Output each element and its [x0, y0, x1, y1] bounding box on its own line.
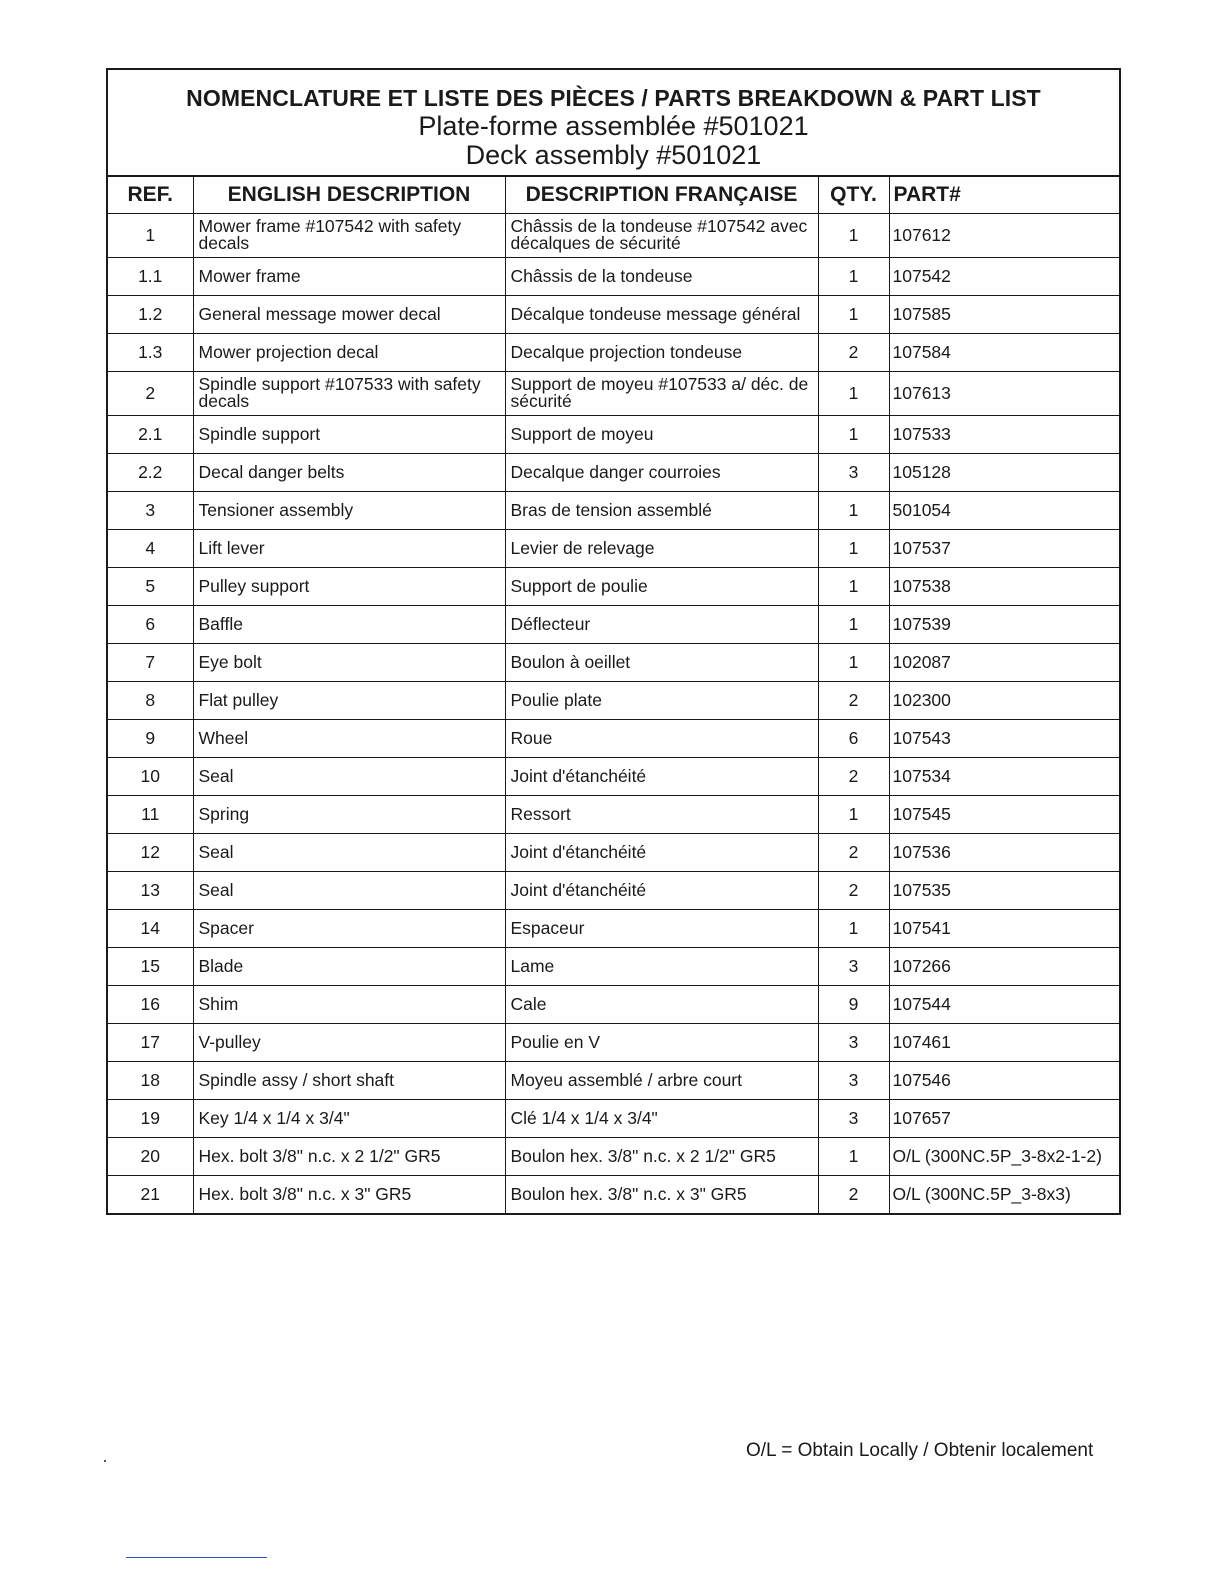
header-row	[108, 177, 1119, 213]
qty-cell: 3	[818, 947, 889, 985]
french-description-cell: Poulie en V	[505, 1023, 818, 1061]
part-number-cell: 102300	[889, 681, 1119, 719]
english-description-cell: Seal	[193, 833, 505, 871]
col-header-ref: REF.	[108, 177, 193, 213]
french-assembly-title: Plate-forme assemblée #501021	[418, 111, 809, 141]
qty-cell: 1	[818, 371, 889, 415]
english-description-cell: Flat pulley	[193, 681, 505, 719]
ref-cell: 5	[108, 567, 193, 605]
table-row	[108, 333, 1119, 371]
qty-cell: 9	[818, 985, 889, 1023]
french-description-cell: Joint d'étanchéité	[505, 757, 818, 795]
english-description-cell: Pulley support	[193, 567, 505, 605]
ref-cell: 17	[108, 1023, 193, 1061]
part-number-cell: O/L (300NC.5P_3-8x3)	[889, 1175, 1119, 1213]
ref-cell: 10	[108, 757, 193, 795]
part-number-cell: 107542	[889, 257, 1119, 295]
english-description-cell: Eye bolt	[193, 643, 505, 681]
english-description-cell: Seal	[193, 757, 505, 795]
ref-cell: 20	[108, 1137, 193, 1175]
english-description-cell: Spring	[193, 795, 505, 833]
table-row	[108, 871, 1119, 909]
part-number-cell: 107657	[889, 1099, 1119, 1137]
col-header-english: ENGLISH DESCRIPTION	[193, 177, 505, 213]
table-row	[108, 719, 1119, 757]
ref-cell: 18	[108, 1061, 193, 1099]
qty-cell: 1	[818, 529, 889, 567]
ref-cell: 13	[108, 871, 193, 909]
part-number-cell: 107266	[889, 947, 1119, 985]
french-description-cell: Joint d'étanchéité	[505, 833, 818, 871]
part-number-cell: 107533	[889, 415, 1119, 453]
french-description-cell: Moyeu assemblé / arbre court	[505, 1061, 818, 1099]
table-row	[108, 833, 1119, 871]
english-description-cell: V-pulley	[193, 1023, 505, 1061]
part-number-cell: 107585	[889, 295, 1119, 333]
table-row	[108, 371, 1119, 415]
table-row	[108, 1061, 1119, 1099]
part-number-cell: 107543	[889, 719, 1119, 757]
qty-cell: 3	[818, 453, 889, 491]
ref-cell: 6	[108, 605, 193, 643]
table-row	[108, 491, 1119, 529]
col-header-qty: QTY.	[818, 177, 889, 213]
english-description-cell: Tensioner assembly	[193, 491, 505, 529]
french-description-cell: Roue	[505, 719, 818, 757]
qty-cell: 2	[818, 1175, 889, 1213]
ref-cell: 8	[108, 681, 193, 719]
qty-cell: 1	[818, 295, 889, 333]
qty-cell: 1	[818, 257, 889, 295]
french-description-cell: Support de moyeu #107533 a/ déc. de sécurité	[505, 371, 818, 415]
french-description-cell: Clé 1/4 x 1/4 x 3/4"	[505, 1099, 818, 1137]
qty-cell: 1	[818, 1137, 889, 1175]
french-description-cell: Châssis de la tondeuse	[505, 257, 818, 295]
qty-cell: 2	[818, 871, 889, 909]
part-number-cell: 107613	[889, 371, 1119, 415]
ref-cell: 19	[108, 1099, 193, 1137]
part-number-cell: 105128	[889, 453, 1119, 491]
english-description-cell: Spindle assy / short shaft	[193, 1061, 505, 1099]
table-row	[108, 947, 1119, 985]
french-description-cell: Boulon hex. 3/8" n.c. x 3" GR5	[505, 1175, 818, 1213]
table-row	[108, 1175, 1119, 1213]
qty-cell: 2	[818, 333, 889, 371]
english-description-cell: Wheel	[193, 719, 505, 757]
qty-cell: 3	[818, 1023, 889, 1061]
ref-cell: 11	[108, 795, 193, 833]
part-number-cell: 107537	[889, 529, 1119, 567]
english-description-cell: Spacer	[193, 909, 505, 947]
qty-cell: 2	[818, 833, 889, 871]
french-description-cell: Levier de relevage	[505, 529, 818, 567]
part-number-cell: 107541	[889, 909, 1119, 947]
qty-cell: 1	[818, 909, 889, 947]
french-description-cell: Bras de tension assemblé	[505, 491, 818, 529]
parts-list-sheet	[106, 68, 1121, 1215]
qty-cell: 2	[818, 681, 889, 719]
ref-cell: 2.2	[108, 453, 193, 491]
english-description-cell: Mower frame #107542 with safety decals	[193, 213, 505, 257]
qty-cell: 3	[818, 1099, 889, 1137]
title-block	[108, 70, 1119, 177]
part-number-cell: 107546	[889, 1061, 1119, 1099]
table-row	[108, 567, 1119, 605]
ref-cell: 4	[108, 529, 193, 567]
english-description-cell: Hex. bolt 3/8" n.c. x 2 1/2" GR5	[193, 1137, 505, 1175]
qty-cell: 1	[818, 567, 889, 605]
qty-cell: 1	[818, 213, 889, 257]
table-row	[108, 795, 1119, 833]
english-description-cell: Blade	[193, 947, 505, 985]
french-description-cell: Poulie plate	[505, 681, 818, 719]
qty-cell: 3	[818, 1061, 889, 1099]
part-number-cell: 501054	[889, 491, 1119, 529]
table-row	[108, 1099, 1119, 1137]
french-description-cell: Châssis de la tondeuse #107542 avec décalques de sécurité	[505, 213, 818, 257]
ref-cell: 7	[108, 643, 193, 681]
table-row	[108, 213, 1119, 257]
table-row	[108, 415, 1119, 453]
ref-cell: 3	[108, 491, 193, 529]
table-row	[108, 643, 1119, 681]
part-number-cell: 107534	[889, 757, 1119, 795]
french-description-cell: Boulon à oeillet	[505, 643, 818, 681]
english-description-cell: Spindle support	[193, 415, 505, 453]
ref-cell: 16	[108, 985, 193, 1023]
qty-cell: 6	[818, 719, 889, 757]
table-row	[108, 295, 1119, 333]
ref-cell: 14	[108, 909, 193, 947]
part-number-cell: O/L (300NC.5P_3-8x2-1-2)	[889, 1137, 1119, 1175]
english-description-cell: Key 1/4 x 1/4 x 3/4"	[193, 1099, 505, 1137]
french-description-cell: Decalque projection tondeuse	[505, 333, 818, 371]
french-description-cell: Lame	[505, 947, 818, 985]
french-description-cell: Déflecteur	[505, 605, 818, 643]
english-description-cell: Spindle support #107533 with safety decals	[193, 371, 505, 415]
scan-dot	[104, 1460, 106, 1462]
french-description-cell: Support de poulie	[505, 567, 818, 605]
part-number-cell: 107612	[889, 213, 1119, 257]
table-row	[108, 757, 1119, 795]
ref-cell: 1.3	[108, 333, 193, 371]
table-row	[108, 681, 1119, 719]
qty-cell: 1	[818, 795, 889, 833]
part-number-cell: 107461	[889, 1023, 1119, 1061]
ref-cell: 1.1	[108, 257, 193, 295]
english-description-cell: General message mower decal	[193, 295, 505, 333]
table-row	[108, 985, 1119, 1023]
english-description-cell: Mower frame	[193, 257, 505, 295]
ref-cell: 12	[108, 833, 193, 871]
qty-cell: 1	[818, 415, 889, 453]
french-description-cell: Support de moyeu	[505, 415, 818, 453]
french-description-cell: Espaceur	[505, 909, 818, 947]
table-row	[108, 605, 1119, 643]
ref-cell: 2	[108, 371, 193, 415]
qty-cell: 1	[818, 605, 889, 643]
french-description-cell: Boulon hex. 3/8" n.c. x 2 1/2" GR5	[505, 1137, 818, 1175]
french-description-cell: Décalque tondeuse message général	[505, 295, 818, 333]
col-header-part: PART#	[889, 177, 1119, 213]
table-row	[108, 1023, 1119, 1061]
english-description-cell: Decal danger belts	[193, 453, 505, 491]
english-description-cell: Seal	[193, 871, 505, 909]
table-row	[108, 257, 1119, 295]
part-number-cell: 107538	[889, 567, 1119, 605]
footnote: O/L = Obtain Locally / Obtenir localement	[746, 1440, 1094, 1461]
english-description-cell: Hex. bolt 3/8" n.c. x 3" GR5	[193, 1175, 505, 1213]
ref-cell: 15	[108, 947, 193, 985]
parts-table	[108, 177, 1119, 1213]
part-number-cell: 102087	[889, 643, 1119, 681]
table-row	[108, 1137, 1119, 1175]
underline-mark	[126, 1557, 267, 1558]
english-assembly-title: Deck assembly #501021	[465, 140, 762, 170]
english-description-cell: Mower projection decal	[193, 333, 505, 371]
table-row	[108, 529, 1119, 567]
table-row	[108, 453, 1119, 491]
part-number-cell: 107545	[889, 795, 1119, 833]
french-description-cell: Decalque danger courroies	[505, 453, 818, 491]
english-description-cell: Shim	[193, 985, 505, 1023]
french-description-cell: Cale	[505, 985, 818, 1023]
part-number-cell: 107539	[889, 605, 1119, 643]
english-description-cell: Baffle	[193, 605, 505, 643]
ref-cell: 21	[108, 1175, 193, 1213]
ref-cell: 1.2	[108, 295, 193, 333]
ref-cell: 1	[108, 213, 193, 257]
qty-cell: 1	[818, 491, 889, 529]
part-number-cell: 107536	[889, 833, 1119, 871]
document-title: NOMENCLATURE ET LISTE DES PIÈCES / PARTS BREAKDOWN & PART LIST	[186, 85, 1041, 111]
part-number-cell: 107544	[889, 985, 1119, 1023]
col-header-french: DESCRIPTION FRANÇAISE	[505, 177, 818, 213]
ref-cell: 2.1	[108, 415, 193, 453]
qty-cell: 2	[818, 757, 889, 795]
english-description-cell: Lift lever	[193, 529, 505, 567]
part-number-cell: 107584	[889, 333, 1119, 371]
french-description-cell: Joint d'étanchéité	[505, 871, 818, 909]
part-number-cell: 107535	[889, 871, 1119, 909]
qty-cell: 1	[818, 643, 889, 681]
ref-cell: 9	[108, 719, 193, 757]
french-description-cell: Ressort	[505, 795, 818, 833]
table-row	[108, 909, 1119, 947]
